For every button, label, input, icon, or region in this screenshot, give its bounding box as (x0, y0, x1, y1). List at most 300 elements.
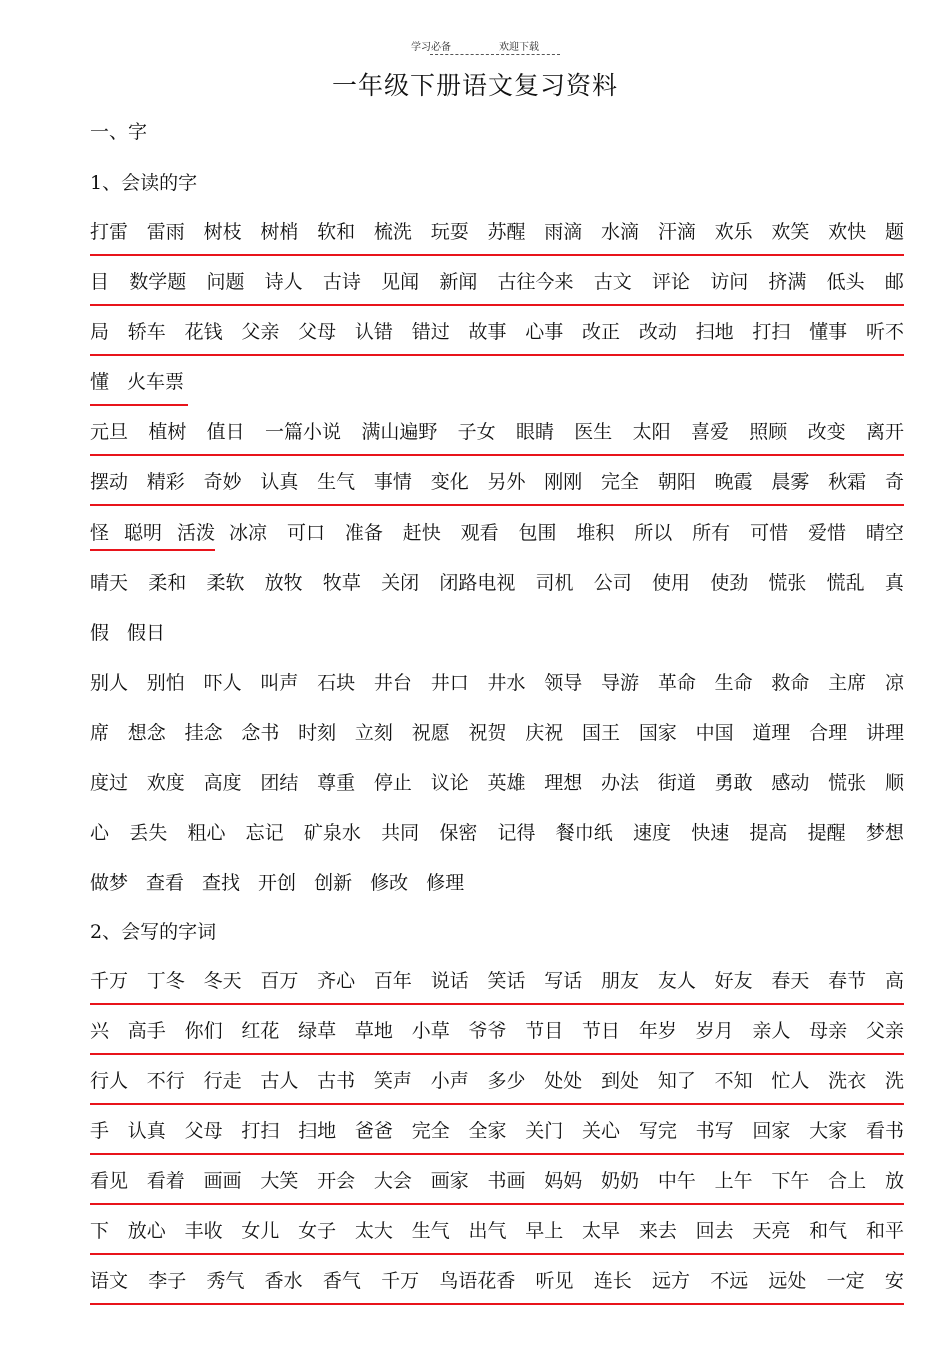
word: 数学题 (129, 270, 187, 293)
word: 丰收 (184, 1219, 223, 1242)
word: 和平 (865, 1219, 904, 1242)
word: 所有 (692, 521, 731, 544)
word: 中午 (657, 1169, 696, 1192)
word: 开会 (317, 1169, 356, 1192)
word: 到处 (601, 1069, 640, 1092)
word: 古往今来 (497, 270, 574, 293)
word: 生气 (411, 1219, 450, 1242)
word: 爸爸 (354, 1119, 393, 1142)
word: 可口 (286, 521, 325, 544)
word: 朝阳 (657, 470, 696, 493)
word: 红花 (241, 1019, 280, 1042)
word: 关心 (582, 1119, 621, 1142)
word: 别人 (90, 671, 129, 694)
word: 奶奶 (601, 1169, 640, 1192)
header-rule (430, 54, 560, 55)
word: 树梢 (260, 220, 299, 243)
word: 怪 (90, 521, 110, 544)
word: 水滴 (601, 220, 640, 243)
text-line (90, 606, 904, 656)
word: 忘记 (245, 821, 284, 844)
word: 可惜 (750, 521, 789, 544)
word: 秀气 (206, 1269, 245, 1292)
word: 席 (90, 721, 110, 744)
word: 聪明 (124, 521, 163, 544)
word: 记得 (497, 821, 536, 844)
word: 下午 (771, 1169, 810, 1192)
word: 主席 (828, 671, 867, 694)
word: 忙人 (771, 1069, 810, 1092)
word: 回去 (695, 1219, 734, 1242)
word: 认错 (354, 320, 393, 343)
word: 题 (884, 220, 904, 243)
word: 懂事 (809, 320, 848, 343)
word: 软和 (317, 220, 356, 243)
word: 天亮 (752, 1219, 791, 1242)
read-words-group-2-plain (90, 556, 904, 656)
word: 变化 (430, 470, 469, 493)
word: 石块 (317, 671, 356, 694)
word: 秋霜 (828, 470, 867, 493)
word: 值日 (206, 420, 245, 443)
word: 节日 (582, 1019, 621, 1042)
word: 大会 (373, 1169, 412, 1192)
text-line (90, 856, 904, 906)
word: 回家 (752, 1119, 791, 1142)
word: 国家 (638, 721, 677, 744)
word: 母亲 (809, 1019, 848, 1042)
word: 满山遍野 (361, 420, 438, 443)
word: 提醒 (807, 821, 846, 844)
word: 柔软 (206, 571, 245, 594)
word: 丁冬 (146, 969, 185, 992)
word: 看见 (90, 1169, 129, 1192)
word: 挤满 (768, 270, 807, 293)
word: 不行 (146, 1069, 185, 1092)
word: 看着 (146, 1169, 185, 1192)
word: 赶快 (402, 521, 441, 544)
word: 笑声 (373, 1069, 412, 1092)
word: 丢失 (129, 821, 168, 844)
word: 书画 (487, 1169, 526, 1192)
word: 错过 (411, 320, 450, 343)
read-words-mixed-line (90, 506, 904, 556)
word: 停止 (373, 771, 412, 794)
page-header (0, 38, 950, 53)
word: 古人 (260, 1069, 299, 1092)
word: 草地 (354, 1019, 393, 1042)
text-line (90, 1005, 904, 1055)
word: 使劲 (710, 571, 749, 594)
word: 手 (90, 1119, 110, 1142)
word: 速度 (632, 821, 671, 844)
word: 知了 (657, 1069, 696, 1092)
word: 语文 (90, 1269, 129, 1292)
word: 祝贺 (468, 721, 507, 744)
word: 笑话 (487, 969, 526, 992)
word: 眼睛 (515, 420, 554, 443)
word: 香气 (322, 1269, 361, 1292)
word: 扫地 (695, 320, 734, 343)
word: 修改 (370, 871, 409, 894)
word: 大家 (809, 1119, 848, 1142)
word: 度过 (90, 771, 129, 794)
word: 慌张 (768, 571, 807, 594)
word: 行走 (203, 1069, 242, 1092)
read-words-group-1 (90, 206, 904, 406)
word: 玩耍 (430, 220, 469, 243)
read-words-group-2 (90, 406, 904, 506)
word: 书写 (695, 1119, 734, 1142)
word: 摆动 (90, 470, 129, 493)
word: 街道 (657, 771, 696, 794)
word: 百年 (373, 969, 412, 992)
write-words-group (90, 955, 904, 1305)
word: 欢快 (828, 220, 867, 243)
word: 庆祝 (525, 721, 564, 744)
word: 完全 (411, 1119, 450, 1142)
word: 议论 (430, 771, 469, 794)
word: 导游 (601, 671, 640, 694)
text-line (90, 806, 904, 856)
word: 冰凉 (229, 521, 268, 544)
word: 餐巾纸 (555, 821, 613, 844)
word: 好友 (714, 969, 753, 992)
word: 晚霞 (714, 470, 753, 493)
word: 晨雾 (771, 470, 810, 493)
word: 革命 (657, 671, 696, 694)
text-line (90, 256, 904, 306)
word: 井水 (487, 671, 526, 694)
word: 雷雨 (146, 220, 185, 243)
word: 岁月 (695, 1019, 734, 1042)
word: 洗 (884, 1069, 904, 1092)
word: 时刻 (298, 721, 337, 744)
word: 中国 (695, 721, 734, 744)
word: 关门 (525, 1119, 564, 1142)
word: 井口 (430, 671, 469, 694)
header-left: 学习必备 (411, 42, 451, 53)
word: 画画 (203, 1169, 242, 1192)
word: 放 (884, 1169, 904, 1192)
word: 朋友 (601, 969, 640, 992)
word: 来去 (638, 1219, 677, 1242)
word: 雨滴 (544, 220, 583, 243)
word: 使用 (651, 571, 690, 594)
word: 生气 (317, 470, 356, 493)
word: 井台 (373, 671, 412, 694)
word: 司机 (535, 571, 574, 594)
word: 道理 (752, 721, 791, 744)
word: 打雷 (90, 220, 129, 243)
word: 亲人 (752, 1019, 791, 1042)
word: 轿车 (127, 320, 166, 343)
word: 顺 (884, 771, 904, 794)
word: 救命 (771, 671, 810, 694)
word: 喜爱 (690, 420, 729, 443)
word: 画家 (430, 1169, 469, 1192)
word: 远方 (651, 1269, 690, 1292)
word: 绿草 (298, 1019, 337, 1042)
word: 认真 (127, 1119, 166, 1142)
word: 洗衣 (828, 1069, 867, 1092)
text-line (90, 756, 904, 806)
word: 改变 (807, 420, 846, 443)
word: 父母 (298, 320, 337, 343)
text-line (90, 356, 188, 406)
word: 生命 (714, 671, 753, 694)
word: 粗心 (187, 821, 226, 844)
word: 看书 (865, 1119, 904, 1142)
word: 离开 (865, 420, 904, 443)
word: 听见 (535, 1269, 574, 1292)
text-line (90, 656, 904, 706)
word: 共同 (381, 821, 420, 844)
word: 查找 (202, 871, 241, 894)
word: 想念 (127, 721, 166, 744)
word: 邮 (884, 270, 904, 293)
word: 堆积 (576, 521, 615, 544)
word: 一篇小说 (264, 420, 341, 443)
word: 诗人 (264, 270, 303, 293)
text-line (90, 1055, 904, 1105)
word: 懂 (90, 370, 110, 393)
word: 你们 (184, 1019, 223, 1042)
word: 讲理 (865, 721, 904, 744)
word: 精彩 (146, 470, 185, 493)
word: 奇 (884, 470, 904, 493)
word: 说话 (430, 969, 469, 992)
word: 做梦 (90, 871, 129, 894)
word: 上午 (714, 1169, 753, 1192)
word: 假日 (127, 621, 166, 644)
word: 立刻 (354, 721, 393, 744)
word: 创新 (314, 871, 353, 894)
word: 吓人 (203, 671, 242, 694)
word: 扫地 (298, 1119, 337, 1142)
word: 小草 (411, 1019, 450, 1042)
word: 修理 (426, 871, 465, 894)
word: 写话 (544, 969, 583, 992)
word: 打扫 (241, 1119, 280, 1142)
word: 大笑 (260, 1169, 299, 1192)
word: 女儿 (241, 1219, 280, 1242)
text-line (90, 955, 904, 1005)
word: 子女 (457, 420, 496, 443)
word: 女子 (298, 1219, 337, 1242)
word: 医生 (574, 420, 613, 443)
word: 友人 (657, 969, 696, 992)
text-line (90, 1205, 904, 1255)
read-words-group-3 (90, 656, 904, 906)
word: 矿泉水 (303, 821, 361, 844)
word: 不远 (710, 1269, 749, 1292)
word: 感动 (771, 771, 810, 794)
text-line (90, 456, 904, 506)
word: 放牧 (264, 571, 303, 594)
text-line (90, 206, 904, 256)
word: 古文 (593, 270, 632, 293)
document-title: 一年级下册语文复习资料 (331, 71, 618, 100)
word: 多少 (487, 1069, 526, 1092)
word: 不知 (714, 1069, 753, 1092)
text-line (90, 306, 904, 356)
word: 父亲 (241, 320, 280, 343)
word: 闭路电视 (439, 571, 516, 594)
word: 认真 (260, 470, 299, 493)
word: 苏醒 (487, 220, 526, 243)
word: 远处 (768, 1269, 807, 1292)
word: 齐心 (317, 969, 356, 992)
word: 尊重 (317, 771, 356, 794)
word: 祝愿 (411, 721, 450, 744)
header-right: 欢迎下载 (499, 42, 539, 53)
word: 欢乐 (714, 220, 753, 243)
word: 古诗 (322, 270, 361, 293)
word: 活泼 (177, 521, 216, 544)
word: 提高 (749, 821, 788, 844)
text-line (90, 556, 904, 606)
word: 团结 (260, 771, 299, 794)
word: 兴 (90, 1019, 110, 1042)
word: 太大 (354, 1219, 393, 1242)
word: 英雄 (487, 771, 526, 794)
word: 叫声 (260, 671, 299, 694)
word: 合上 (828, 1169, 867, 1192)
word: 目 (90, 270, 110, 293)
word: 念书 (241, 721, 280, 744)
word: 访问 (710, 270, 749, 293)
word: 冬天 (203, 969, 242, 992)
word: 汗滴 (657, 220, 696, 243)
word: 父亲 (865, 1019, 904, 1042)
word: 春天 (771, 969, 810, 992)
word: 凉 (884, 671, 904, 694)
word: 父母 (184, 1119, 223, 1142)
word: 古书 (317, 1069, 356, 1092)
word: 公司 (593, 571, 632, 594)
word: 保密 (439, 821, 478, 844)
word: 香水 (264, 1269, 303, 1292)
word: 小声 (430, 1069, 469, 1092)
word: 新闻 (439, 270, 478, 293)
word: 梦想 (865, 821, 904, 844)
word: 别怕 (146, 671, 185, 694)
word: 假 (90, 621, 110, 644)
word: 早上 (525, 1219, 564, 1242)
word: 完全 (601, 470, 640, 493)
word: 全家 (468, 1119, 507, 1142)
word: 慌乱 (826, 571, 865, 594)
word: 高 (884, 969, 904, 992)
word: 安 (884, 1269, 904, 1292)
word: 牧草 (322, 571, 361, 594)
word: 改动 (638, 320, 677, 343)
word: 所以 (634, 521, 673, 544)
word: 低头 (826, 270, 865, 293)
text-line (90, 706, 904, 756)
word: 高度 (203, 771, 242, 794)
word: 改正 (582, 320, 621, 343)
word: 奇妙 (203, 470, 242, 493)
word: 听不 (865, 320, 904, 343)
word: 关闭 (381, 571, 420, 594)
word: 太阳 (632, 420, 671, 443)
word: 春节 (828, 969, 867, 992)
word: 爱惜 (807, 521, 846, 544)
word: 领导 (544, 671, 583, 694)
word: 欢度 (146, 771, 185, 794)
word: 写完 (638, 1119, 677, 1142)
word: 局 (90, 320, 110, 343)
word: 国王 (582, 721, 621, 744)
word: 梳洗 (373, 220, 412, 243)
word: 鸟语花香 (439, 1269, 516, 1292)
word: 李子 (148, 1269, 187, 1292)
word: 和气 (809, 1219, 848, 1242)
word: 年岁 (638, 1019, 677, 1042)
word: 花钱 (184, 320, 223, 343)
word: 真 (884, 571, 904, 594)
word: 节目 (525, 1019, 564, 1042)
word: 植树 (148, 420, 187, 443)
word: 晴天 (90, 571, 129, 594)
subsection-heading-read: 1、会读的字 (90, 172, 198, 194)
word: 妈妈 (544, 1169, 583, 1192)
word: 快速 (691, 821, 730, 844)
word: 连长 (593, 1269, 632, 1292)
word: 观看 (460, 521, 499, 544)
word: 树枝 (203, 220, 242, 243)
word: 理想 (544, 771, 583, 794)
word: 太早 (582, 1219, 621, 1242)
word: 下 (90, 1219, 110, 1242)
word: 事情 (373, 470, 412, 493)
text-line (90, 1255, 904, 1305)
word: 千万 (381, 1269, 420, 1292)
word: 合理 (809, 721, 848, 744)
word: 处处 (544, 1069, 583, 1092)
word: 打扫 (752, 320, 791, 343)
word: 柔和 (148, 571, 187, 594)
word: 办法 (601, 771, 640, 794)
underlined-words (90, 518, 215, 551)
word: 欢笑 (771, 220, 810, 243)
word: 照顾 (749, 420, 788, 443)
word: 包围 (518, 521, 557, 544)
word: 准备 (344, 521, 383, 544)
word: 一定 (826, 1269, 865, 1292)
word: 刚刚 (544, 470, 583, 493)
word: 爷爷 (468, 1019, 507, 1042)
subsection-heading-write: 2、会写的字词 (90, 921, 217, 943)
word: 心 (90, 821, 110, 844)
word: 晴空 (865, 521, 904, 544)
text-line (90, 1105, 904, 1155)
section-heading: 一、字 (90, 121, 148, 143)
word: 勇敢 (714, 771, 753, 794)
text-line (90, 1155, 904, 1205)
word: 百万 (260, 969, 299, 992)
word: 见闻 (381, 270, 420, 293)
word: 挂念 (184, 721, 223, 744)
word: 慌张 (828, 771, 867, 794)
word: 千万 (90, 969, 129, 992)
word: 查看 (146, 871, 185, 894)
word: 故事 (468, 320, 507, 343)
plain-words (229, 518, 904, 545)
word: 高手 (127, 1019, 166, 1042)
